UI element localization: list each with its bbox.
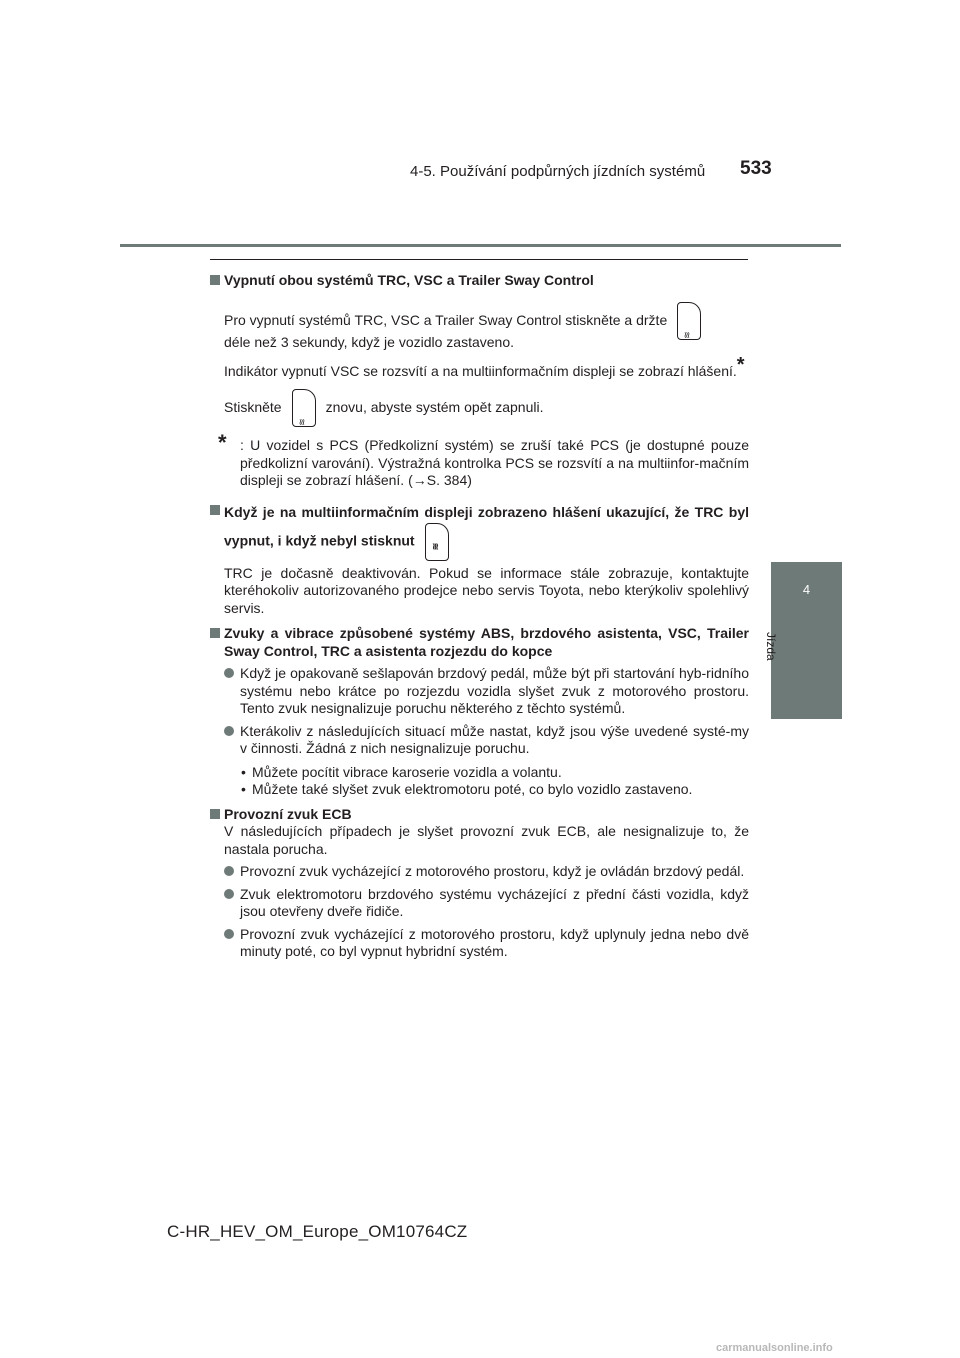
page-number: 533: [740, 158, 772, 179]
square-bullet-icon: [210, 505, 220, 515]
list-item: [208, 665, 749, 718]
paragraph-text: Stiskněte: [224, 398, 282, 415]
sub-list-item-text: Můžete také slyšet zvuk elektromotoru poté, co bylo vozidlo zastaveno.: [252, 781, 693, 798]
paragraph: [208, 354, 749, 381]
list-item-text: Provozní zvuk vycházející z motorového prostoru, když uplynuly jedna nebo dvě minuty poté, co byl vypnut hybridní systém.: [240, 925, 749, 960]
section-heading-ecb: [208, 806, 749, 824]
list-item: [208, 926, 749, 961]
footnote: [208, 430, 749, 490]
round-bullet-icon: [224, 889, 234, 899]
paragraph: [208, 565, 749, 618]
list-item: [208, 723, 749, 758]
vsc-off-button-icon: [425, 523, 449, 561]
sub-list-item: [208, 764, 749, 782]
sub-list-item: [208, 781, 749, 799]
round-bullet-icon: [224, 668, 234, 678]
round-bullet-icon: [224, 866, 234, 876]
paragraph-text: znovu, abyste systém opět zapnuli.: [325, 398, 544, 415]
heading-text: Provozní zvuk ECB: [224, 805, 352, 822]
list-item: [208, 863, 749, 881]
footnote-mark: *: [218, 430, 227, 456]
section-title: 4-5. Používání podpůrných jízdních systémů: [410, 163, 706, 180]
heading-text: Zvuky a vibrace způsobené systémy ABS, brzdového asistenta, VSC, Trailer Sway Control, TRC a asistenta rozjezdu do kopce: [224, 625, 749, 659]
dash-bullet: •: [241, 763, 246, 780]
list-item-text: Kterákoliv z následujících situací může nastat, když jsou výše uvedené systé-my v činnosti. Žádná z nich nesignalizuje poruchu.: [240, 722, 749, 757]
list-item-text: Zvuk elektromotoru brzdového systému vycházející z přední části vozidla, když jsou otevřeny dveře řidiče.: [240, 885, 749, 920]
vsc-off-button-icon: [677, 302, 701, 340]
section-heading-sounds: [208, 625, 749, 660]
paragraph-text: TRC je dočasně deaktivován. Pokud se informace stále zobrazuje, kontaktujte kteréhokoliv autorizovaného prodejce nebo servis Toyota, nebo kterýkoliv spolehlivý servis.: [224, 564, 749, 616]
chapter-number: 4: [802, 582, 811, 597]
footnote-text: : U vozidel s PCS (Předkolizní systém) se zruší také PCS (je dostupné pouze předkolizní varování). Výstražná kontrolka PCS se rozsvítí a na multiinfor-mačním displeji se zobrazí hlášení. (→S. 384): [240, 437, 749, 489]
section-heading-trc-message: [208, 502, 749, 561]
paragraph: [208, 387, 749, 427]
header-rule: [120, 244, 841, 247]
paragraph-text: déle než 3 sekundy, když je vozidlo zastaveno.: [224, 333, 515, 350]
square-bullet-icon: [210, 809, 220, 819]
paragraph: [208, 823, 749, 858]
paragraph-text: Indikátor vypnutí VSC se rozsvítí a na multiinformačním displeji se zobrazí hlášení.: [224, 363, 737, 380]
heading-text: Vypnutí obou systémů TRC, VSC a Trailer Sway Control: [224, 272, 594, 288]
round-bullet-icon: [224, 929, 234, 939]
vsc-off-button-icon: [292, 389, 316, 427]
paragraph-text: Pro vypnutí systémů TRC, VSC a Trailer Sway Control stiskněte a držte: [224, 311, 668, 328]
document-id: C-HR_HEV_OM_Europe_OM10764CZ: [167, 1222, 468, 1241]
section-heading-trc-vsc-off: [208, 272, 749, 290]
list-item-text: Když je opakovaně sešlapován brzdový pedál, může být při startování hyb-ridního systému nebo krátce po rozjezdu vozidla slyšet zvuk z motorového prostoru. Tento zvuk nesignalizuje poruchu některého z těchto systémů.: [240, 665, 749, 717]
dash-bullet: •: [241, 781, 246, 798]
list-item: [208, 886, 749, 921]
watermark: carmanualsonline.info: [716, 1342, 833, 1354]
heading-text: Když je na multiinformačním displeji zobrazeno hlášení ukazující, že TRC byl vypnut, i když nebyl stisknut: [224, 503, 749, 549]
chapter-tab: [771, 562, 842, 719]
page-content: [208, 266, 749, 961]
content-rule: [210, 259, 748, 260]
list-item-text: Provozní zvuk vycházející z motorového prostoru, když je ovládán brzdový pedál.: [240, 863, 745, 880]
round-bullet-icon: [224, 726, 234, 736]
paragraph-text: V následujících případech je slyšet provozní zvuk ECB, ale nesignalizuje to, že nastala porucha.: [224, 823, 749, 857]
square-bullet-icon: [210, 275, 220, 285]
sub-list-item-text: Můžete pocítit vibrace karoserie vozidla a volantu.: [252, 763, 562, 780]
square-bullet-icon: [210, 628, 220, 638]
footnote-mark: *: [736, 354, 745, 377]
chapter-label: Jízda: [764, 632, 778, 661]
